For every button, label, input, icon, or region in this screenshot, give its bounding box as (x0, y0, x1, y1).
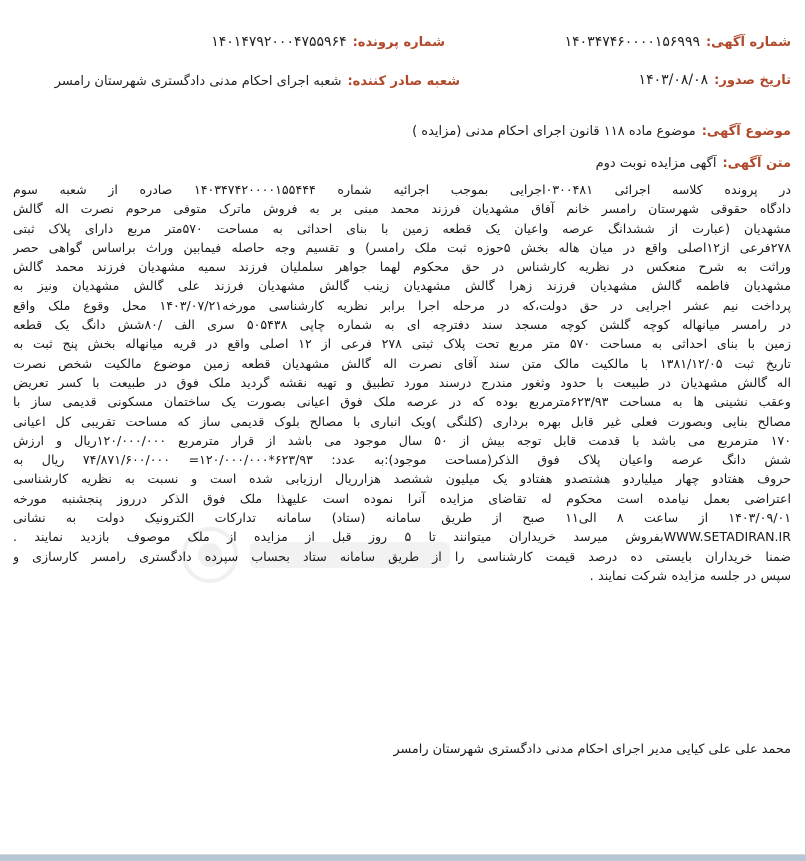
body-line: حروف هفتادو چهار میلیاردو هشتصدو هفتادو یک میلیون ششصد هزارریال ارزیابی شده است و نسبت به نظریه کارشناسی (13, 471, 791, 487)
ad-number-value: ۱۴۰۳۴۷۴۶۰۰۰۰۱۵۶۹۹۹ (564, 34, 700, 50)
body-line: WWW.SETADIRAN.IRبفروش میرسد خریداران میتوانند تا ۵ روز قبل از مزایده از ملک موصوف بازدید نمایند . (13, 529, 791, 545)
body-line: اعتراضی بعمل نیامده است محکوم له تقاضای مزایده آنرا نموده است علیهذا ملک فوق الذکر درروز پنجشنبه مورخه (13, 490, 791, 506)
body-line: پرداخت نیم عشر اجرایی در حق دولت،که در مرحله اجرا برابر نظریه کارشناسی مورخه۱۴۰۳/۰۷/۲۱ محل وقوع ملک واقع (13, 297, 791, 313)
body-line: مشهدیان (عبارت از ششدانگ عرصه واعیان یک قطعه زمین با بنای احداثی به مساحت ۵۷۰متر مربع دارای پلاک ثبتی (13, 220, 791, 236)
issuer-row (55, 74, 460, 89)
ad-body-text (13, 180, 791, 585)
issuer-value: شعبه اجرای احکام مدنی دادگستری شهرستان رامسر (54, 74, 342, 89)
body-line: ۲۷۸فرعی از۱۲اصلی واقع در میان هاله بخش ۵حوزه ثبت ملک رامسر) و تقسیم وجه حاصله فیمابین وراث براساس گواهی حصر (13, 239, 791, 255)
issue-date-row (639, 72, 791, 88)
body-line: مصالح بنایی وبصورت فعلی غیر قابل بهره برداری (کلنگی )ویک انباری با مصالح بلوک قدیمی ساز که مساحت تقریبی کل اعیانی (13, 413, 791, 429)
body-line: ۱۴۰۳/۰۹/۰۱ از ساعت ۸ الی۱۱ صبح از طریق سامانه (ستاد) سامانه تدارکات الکترونیک دولت به نشانی (13, 510, 791, 526)
signature: محمد علی علی کیایی مدیر اجرای احکام مدنی دادگستری شهرستان رامسر (393, 742, 791, 757)
body-line: در پرونده کلاسه اجرائی ۰۳۰۰۴۸۱اجرایی بموجب اجرائیه شماره ۱۴۰۳۴۷۴۲۰۰۰۰۱۵۵۴۴۴ صادره از شعبه سوم (13, 182, 791, 197)
ad-number-row (565, 34, 791, 50)
case-number-row (211, 34, 445, 50)
body-line: زمین با بنای احداثی به مساحت ۵۷۰ متر مربع تحت پلاک ثبتی ۲۷۸ فرعی از ۱۲ اصلی واقع در قریه میانهاله بخش پنج ثبت به (13, 336, 791, 352)
body-line: اله گالش مشهدیان در طبیعت با حدود وثغور مندرج درسند مورد تطبیق و تهیه نقشه گردید ملک فوق در طبیعت با کسر تعریض (13, 374, 791, 390)
ad-number-label: شماره آگهی: (705, 35, 791, 50)
body-line: وعقب نشینی ها به مساحت ۶۲۳/۹۳مترمربع بوده که در عرصه ملک فوق اعیانی بصورت یک ساختمان مسکونی قدیمی ساز با (13, 394, 791, 410)
body-line: سپس در جلسه مزایده شرکت نمایند . (589, 567, 791, 583)
bottom-bar (0, 855, 806, 861)
issue-date-value: ۱۴۰۳/۰۸/۰۸ (638, 72, 709, 88)
body-line: وراثت به شرح منعکس در نظریه کارشناس در حق محکوم لهما جواهر سلملیان فرزند سمیه مشهدیان فرزند محمد گالش (13, 259, 791, 275)
issuer-label: شعبه صادر کننده: (347, 74, 460, 89)
body-line: ۱۷۰ مترمربع می باشد با قدمت قابل توجه بیش از ۵۰ سال موجود می باشد از قرار مترمربع ۱۲۰/۰۰۰/۰۰۰ریال و ارزش (13, 432, 791, 448)
body-line: ضمنا خریداران بایستی ده درصد قیمت کارشناسی را از طریق سامانه ستاد بحساب سپرده دادگستری رامسر کارسازی و (13, 548, 791, 564)
subject-label: موضوع آگهی: (701, 124, 791, 139)
ad-text-value: آگهی مزایده نوبت دوم (595, 156, 717, 171)
body-line: در رامسر میانهاله کوچه گلشن کوچه مسجد سند دفترچه ای به شماره چاپی ۵۰۵۴۳۸ سری الف /۸۰شش دانگ یک قطعه (13, 317, 791, 333)
subject-value: موضوع ماده ۱۱۸ قانون اجرای احکام مدنی (مزایده ) (412, 124, 696, 139)
ad-text-label: متن آگهی: (722, 156, 791, 171)
body-line: مشهدیان فاطمه گالش مشهدیان فرزند زهرا گالش مشهدیان زینب گالش مشهدیان فرزند علی گالش مشهدیان ونیز به (13, 278, 791, 294)
body-line: دادگاه حقوقی شهرستان رامسر خانم آفاق مشهدیان فرزند محمد مبنی بر به فروش ماترک متوفی مرحوم نصرت اله گالش (13, 201, 791, 217)
ad-text-row (596, 156, 791, 171)
body-line: شش دانگ عرصه واعیان پلاک فوق الذکر(مساحت موجود):به عدد: ۶۲۳/۹۳*۱۲۰/۰۰۰/۰۰۰= ۷۴/۸۷۱/۶۰۰/۰۰۰ ریال به (13, 452, 791, 468)
issue-date-label: تاریخ صدور: (714, 73, 791, 88)
case-number-value: ۱۴۰۱۴۷۹۲۰۰۰۴۷۵۵۹۶۴ (211, 34, 347, 50)
subject-row (412, 124, 791, 139)
body-line: تاریخ ثبت ۱۳۸۱/۱۲/۰۵ با مالکیت مالک متن سند آقای نصرت اله گالش مشهدیان قطعه زمین موضوع مالکیت شخص نصرت (13, 355, 791, 371)
case-number-label: شماره پرونده: (352, 35, 445, 50)
